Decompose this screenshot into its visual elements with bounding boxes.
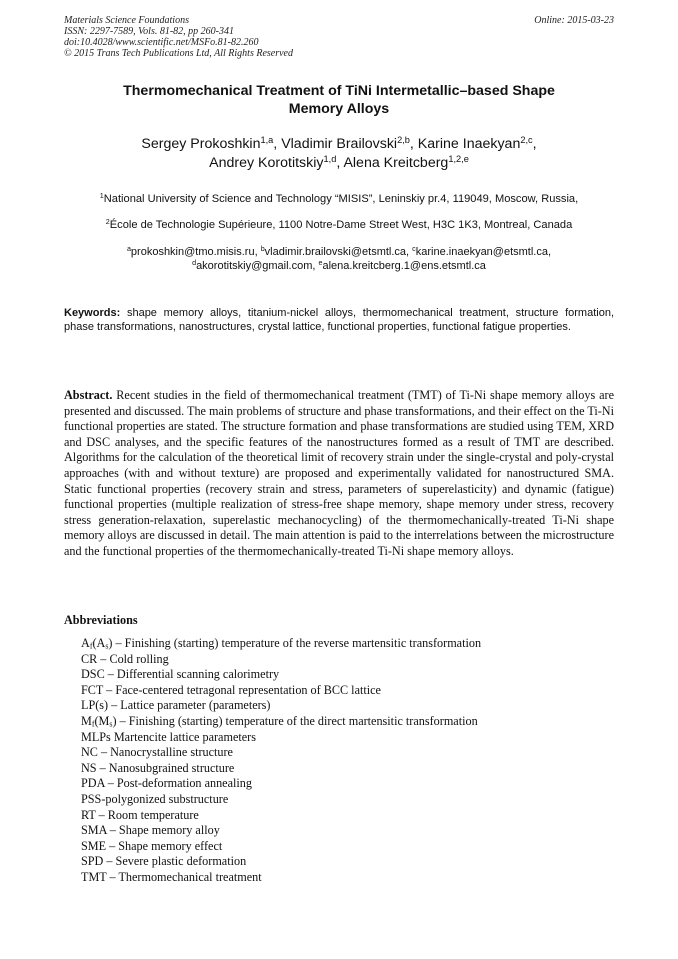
- list-item: FCT – Face-centered tetragonal representation of BCC lattice: [81, 682, 381, 697]
- abbr-symbol: M: [81, 713, 92, 728]
- affiliation-mark: 1: [99, 191, 104, 201]
- author-affiliation-mark: 1,a: [260, 134, 274, 145]
- abstract-section: [64, 388, 614, 560]
- paper-title: [64, 82, 614, 118]
- list-item: SME – Shape memory effect: [81, 838, 223, 853]
- email-mark: b: [260, 245, 265, 254]
- author-name: Alena Kreitcberg: [343, 155, 449, 171]
- email-mark: a: [126, 245, 131, 254]
- list-item: NS – Nanosubgrained structure: [81, 760, 235, 775]
- author-line-1: Sergey Prokoshkin$^{1,a}$, Vladimir Brailovski$^{2,b}$, Karine Inaekyan$^{2,c}$,: [141, 134, 537, 152]
- email-link[interactable]: alena.kreitcberg.1@ens.etsmtl.ca: [322, 260, 486, 272]
- author-affiliation-mark: 1,d: [323, 153, 337, 164]
- email-link[interactable]: prokoshkin@tmo.misis.ru,: [130, 246, 258, 258]
- list-item: MLPs Martencite lattice parameters: [81, 729, 256, 744]
- email-link[interactable]: karine.inaekyan@etsmtl.ca,: [415, 246, 552, 258]
- list-item: PSS-polygonized substructure: [81, 791, 229, 806]
- affiliation-2: [50, 218, 628, 232]
- list-item: [81, 714, 621, 730]
- author-name: Sergey Prokoshkin: [141, 136, 261, 152]
- abbr-symbol: A: [81, 636, 90, 650]
- email-mark: e: [318, 259, 323, 268]
- list-item: NC – Nanocrystalline structure: [81, 745, 233, 760]
- author-affiliation-mark: 2,b: [397, 134, 410, 145]
- paper-title-line-1: Thermomechanical Treatment of TiNi Intermetallic–based Shape: [123, 83, 555, 99]
- journal-doi: doi:10.4028/www.scientific.net/MSFo.81-82.260: [64, 37, 259, 48]
- email-link[interactable]: akorotitskiy@gmail.com,: [196, 260, 316, 272]
- affiliation-text: National University of Science and Technology “MISIS”, Leninskiy pr.4, 119049, Moscow, Russia,: [103, 193, 579, 205]
- affiliation-text: École de Technologie Supérieure, 1100 Notre-Dame Street West, H3C 1K3, Montreal, Canada: [109, 219, 573, 231]
- list-item: SMA – Shape memory alloy: [81, 823, 220, 838]
- list-item: SPD – Severe plastic deformation: [81, 854, 247, 869]
- abbr-subscript: s: [105, 641, 109, 651]
- journal-copyright: © 2015 Trans Tech Publications Ltd, All Rights Reserved: [64, 48, 293, 59]
- email-link[interactable]: vladimir.brailovski@etsmtl.ca,: [264, 246, 410, 258]
- affiliation-1: [50, 192, 628, 206]
- list-item: DSC – Differential scanning calorimetry: [81, 667, 280, 682]
- abbr-subscript: s: [109, 719, 113, 729]
- abbr-definition: ) – Finishing (starting) temperature of the direct martensitic transformation: [112, 713, 478, 728]
- author-name: Andrey Korotitskiy: [209, 155, 324, 171]
- author-name: Karine Inaekyan: [417, 136, 521, 152]
- keywords-label: Keywords:: [64, 307, 121, 319]
- online-date: Online: 2015-03-23: [534, 15, 614, 26]
- email-line-2: [64, 259, 614, 273]
- email-mark: c: [412, 245, 416, 254]
- abbr-definition: ) – Finishing (starting) temperature of the reverse martensitic transformation: [108, 636, 482, 650]
- keywords-section: [64, 306, 614, 335]
- journal-name: Materials Science Foundations: [64, 15, 189, 26]
- keywords-text: shape memory alloys, titanium-nickel alloys, thermomechanical treatment, structure formation, phase transformations, nanostructures, crystal lattice, functional properties, functional fatigue properties.: [64, 307, 614, 334]
- author-emails: [64, 245, 614, 273]
- list-item: CR – Cold rolling: [81, 651, 169, 666]
- list-item: [81, 636, 621, 652]
- email-mark: d: [192, 259, 197, 268]
- list-item: PDA – Post-deformation annealing: [81, 776, 252, 791]
- author-name: Vladimir Brailovski: [281, 136, 398, 152]
- journal-issn: ISSN: 2297-7589, Vols. 81-82, pp 260-341: [64, 26, 234, 37]
- abbreviations-heading: Abbreviations: [64, 613, 138, 627]
- author-affiliation-mark: 2,c: [520, 134, 533, 145]
- list-item: LP(s) – Lattice parameter (parameters): [81, 698, 271, 713]
- abbreviations-list: [81, 636, 621, 886]
- author-line-2: Andrey Korotitskiy$^{1,d}$, Alena Kreitcberg$^{1,2,e}$: [209, 153, 469, 171]
- affiliation-mark: 2: [105, 217, 110, 227]
- abbr-symbol: (A: [92, 636, 106, 650]
- abbr-subscript: f: [89, 641, 93, 651]
- list-item: TMT – Thermomechanical treatment: [81, 869, 262, 884]
- abstract-label: Abstract.: [64, 388, 113, 402]
- abstract-text: Recent studies in the field of thermomechanical treatment (TMT) of Ti-Ni shape memory alloys are presented and discussed. The main problems of structure and phase transformations, and their effect on the Ti-Ni functional properties are stated. The structure formation and phase transformations are studied using TEM, XRD and DSC analyses, and the specific features of the nanostructures formed as a result of TMT are described. Algorithms for the calculation of the theoretical limit of recovery strain under the single-crystal and poly-crystal approaches (with and without texture) are proposed and experimentally validated for nanostructured SMA. Static functional properties (recovery strain and stress, parameters of superelasticity) and dynamic (fatigue) functional properties (multiple realization of stress-free shape memory, shape memory under stress, recovery stress generation-relaxation, superelastic mechanocycling) of the thermomechanically-treated Ti-Ni shape memory alloys are discussed in detail. The main attention is paid to the interrelations between the microstructure and the functional properties of the thermomechanically-treated Ti-Ni shape memory alloys.: [64, 388, 614, 558]
- author-list: [64, 135, 614, 173]
- paper-title-line-2: Memory Alloys: [288, 101, 390, 117]
- abbr-symbol: (M: [94, 713, 110, 728]
- list-item: RT – Room temperature: [81, 807, 199, 822]
- author-affiliation-mark: 1,2,e: [448, 153, 469, 164]
- journal-header: [64, 15, 614, 59]
- email-line-1: [64, 245, 614, 259]
- abbr-subscript: f: [91, 719, 95, 729]
